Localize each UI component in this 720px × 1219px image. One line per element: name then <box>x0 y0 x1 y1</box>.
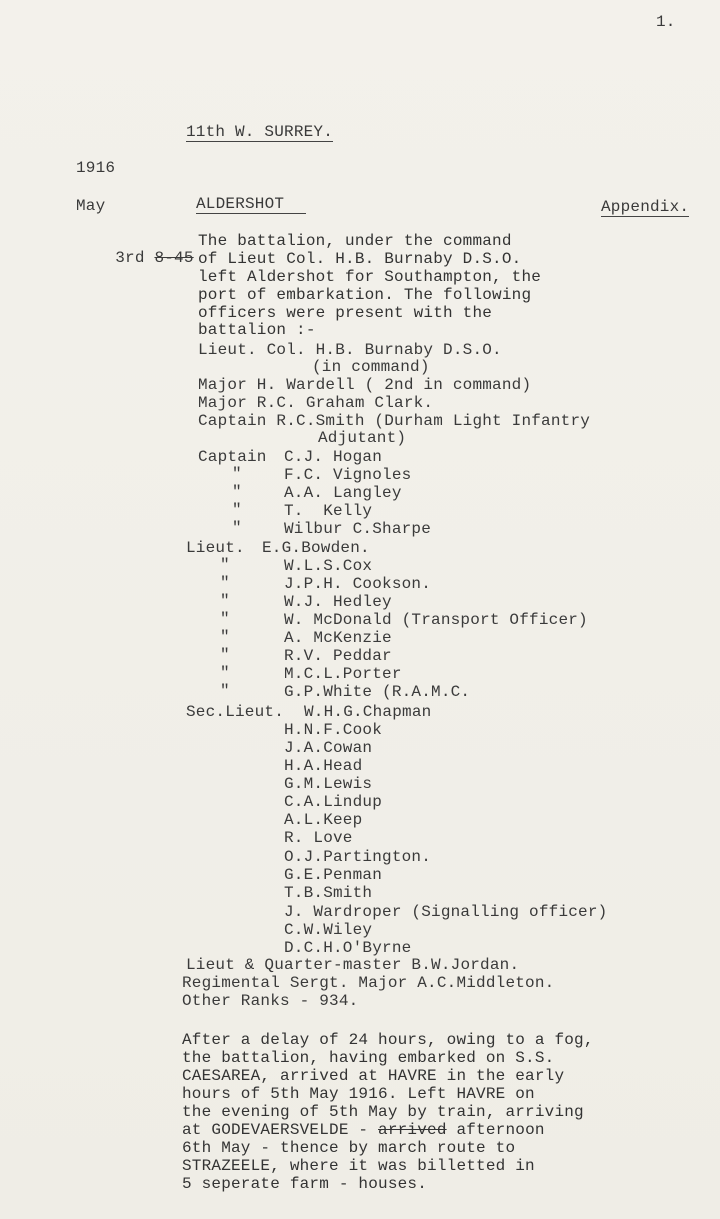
lieut-name: E.G.Bowden. <box>262 539 370 557</box>
struck-word: arrived <box>378 1121 447 1139</box>
sec-lieut-name: G.M.Lewis <box>284 775 373 793</box>
ditto-mark: " <box>220 556 230 574</box>
sec-lieut-name: T.B.Smith <box>284 884 373 902</box>
closing-line: Other Ranks - 934. <box>182 992 359 1010</box>
ditto-mark: " <box>232 519 242 537</box>
lieut-name: W.J. Hedley <box>284 593 392 611</box>
date-entry-day: 3rd <box>115 249 145 267</box>
captain-name: T. Kelly <box>284 502 373 520</box>
ditto-mark: " <box>232 465 242 483</box>
closing-line: Lieut & Quarter-master B.W.Jordan. <box>186 956 520 974</box>
date-entry-struck: 8-45 <box>154 249 194 267</box>
paragraph-1-line: left Aldershot for Southampton, the <box>198 268 542 286</box>
sec-lieut-name: A.L.Keep <box>284 811 363 829</box>
officer-line: Major H. Wardell ( 2nd in command) <box>198 376 532 394</box>
lieut-name: R.V. Peddar <box>284 647 392 665</box>
ditto-mark: " <box>220 682 230 700</box>
sec-lieut-name: J. Wardroper (Signalling officer) <box>284 903 608 921</box>
sec-lieut-name: O.J.Partington. <box>284 848 432 866</box>
lieut-name: J.P.H. Cookson. <box>284 575 432 593</box>
lieut-name: W.L.S.Cox <box>284 557 373 575</box>
appendix-label: Appendix. <box>601 198 690 216</box>
sec-lieut-name: H.N.F.Cook <box>284 721 383 739</box>
paragraph-1-line: of Lieut Col. H.B. Burnaby D.S.O. <box>198 250 522 268</box>
sec-lieut-name: W.H.G.Chapman <box>304 703 432 721</box>
sec-lieut-name: C.A.Lindup <box>284 793 383 811</box>
captain-name: Wilbur C.Sharpe <box>284 520 432 538</box>
paragraph-1-line: officers were present with the <box>198 304 493 322</box>
lieut-name: W. McDonald (Transport Officer) <box>284 611 588 629</box>
unit-title: 11th W. SURREY. <box>186 123 334 141</box>
date-entry <box>76 233 194 284</box>
paragraph-2-line: the battalion, having embarked on S.S. <box>182 1049 555 1067</box>
paragraph-1-line: The battalion, under the command <box>198 232 512 250</box>
ditto-mark: " <box>232 483 242 501</box>
captain-name: C.J. Hogan <box>284 448 383 466</box>
paragraph-2-line: at GODEVAERSVELDE - <box>182 1121 379 1139</box>
paragraph-1-line: battalion :- <box>198 321 316 339</box>
officer-line: Major R.C. Graham Clark. <box>198 394 434 412</box>
lieut-name: A. McKenzie <box>284 629 392 647</box>
ditto-mark: " <box>220 646 230 664</box>
lieuts-label: Lieut. <box>186 539 245 557</box>
page-number: 1. <box>656 13 676 31</box>
sec-lieut-name: C.W.Wiley <box>284 921 373 939</box>
month: May <box>76 197 106 215</box>
paragraph-2-line-end: afternoon <box>446 1121 545 1139</box>
sec-lieut-name: J.A.Cowan <box>284 739 373 757</box>
paragraph-2-line-with-strike <box>182 1122 545 1139</box>
ditto-mark: " <box>220 574 230 592</box>
paragraph-2-line: hours of 5th May 1916. Left HAVRE on <box>182 1085 535 1103</box>
ditto-mark: " <box>220 592 230 610</box>
sec-lieut-name: H.A.Head <box>284 757 363 775</box>
lieut-name: M.C.L.Porter <box>284 665 402 683</box>
captain-name: F.C. Vignoles <box>284 466 412 484</box>
paragraph-2-line: STRAZEELE, where it was billetted in <box>182 1157 535 1175</box>
paragraph-2-line: the evening of 5th May by train, arriving <box>182 1103 584 1121</box>
officer-line: Captain R.C.Smith (Durham Light Infantry <box>198 412 591 430</box>
officer-line: (in command) <box>312 358 430 376</box>
year: 1916 <box>76 159 116 177</box>
paragraph-2-line: 5 seperate farm - houses. <box>182 1175 428 1193</box>
ditto-mark: " <box>220 610 230 628</box>
ditto-mark: " <box>232 501 242 519</box>
ditto-mark: " <box>220 664 230 682</box>
paragraph-1-line: port of embarkation. The following <box>198 286 532 304</box>
closing-line: Regimental Sergt. Major A.C.Middleton. <box>182 974 555 992</box>
officer-line: Adjutant) <box>318 429 407 447</box>
paragraph-2-line: 6th May - thence by march route to <box>182 1139 516 1157</box>
lieut-name: G.P.White (R.A.M.C. <box>284 683 471 701</box>
paragraph-2-line: CAESAREA, arrived at HAVRE in the early <box>182 1067 565 1085</box>
location-heading: ALDERSHOT <box>196 196 306 214</box>
paragraph-2-line: After a delay of 24 hours, owing to a fog, <box>182 1031 594 1049</box>
officer-line: Lieut. Col. H.B. Burnaby D.S.O. <box>198 341 502 359</box>
sec-lieut-name: D.C.H.O'Byrne <box>284 939 412 957</box>
sec-lieut-name: R. Love <box>284 829 353 847</box>
sec-lieuts-label: Sec.Lieut. <box>186 703 285 721</box>
captain-name: A.A. Langley <box>284 484 402 502</box>
captains-label: Captain <box>198 448 267 466</box>
ditto-mark: " <box>220 628 230 646</box>
sec-lieut-name: G.E.Penman <box>284 866 383 884</box>
